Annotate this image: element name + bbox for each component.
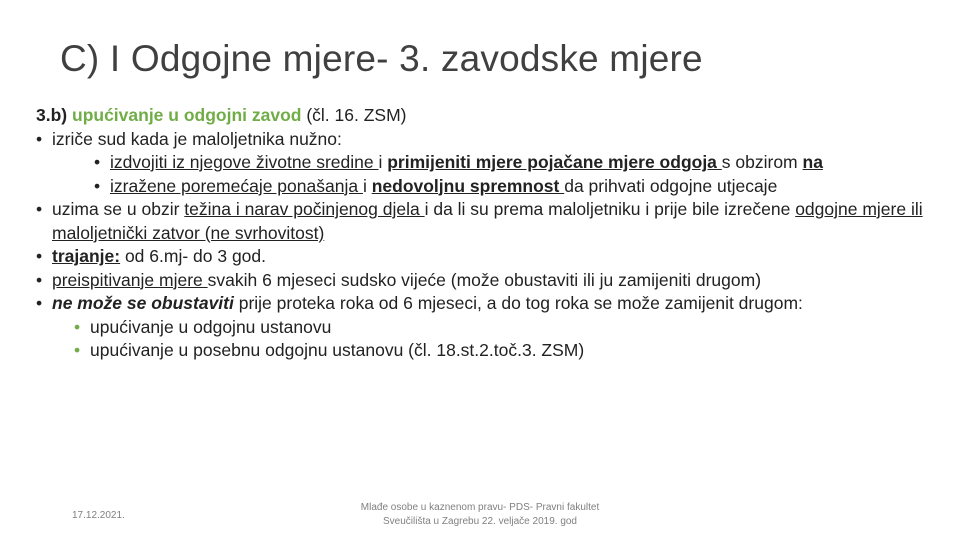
emphasized-text: ne može se obustaviti xyxy=(52,293,234,313)
bullet-text: i xyxy=(378,152,388,172)
bullet-text: da prihvati odgojne utjecaje xyxy=(564,175,778,196)
bullet-icon: • xyxy=(74,340,81,360)
subheading-reference: (čl. 16. ZSM) xyxy=(301,105,407,125)
bullet-text: od 6.mj- do 3 god. xyxy=(120,246,266,266)
slide-content xyxy=(36,104,936,363)
bullet-text: uzima se u obzir xyxy=(52,199,185,219)
footer-line: Mlađe osobe u kaznenom pravu- PDS- Pravni fakultet xyxy=(360,502,600,513)
bullet-item xyxy=(36,128,936,152)
sub-bullet-item xyxy=(36,151,936,175)
bullet-text: prije proteka roka od 6 mjeseci, a do tog roka se može zamijenit drugom: xyxy=(233,293,803,313)
underlined-text: trajanje: xyxy=(52,246,121,266)
bullet-text: izriče sud kada je maloljetnika nužno: xyxy=(52,128,342,149)
underlined-text: težina i narav počinjenog djela xyxy=(184,199,425,219)
subheading-accent: upućivanje u odgojni zavod xyxy=(72,105,302,125)
underlined-text: izražene poremećaje ponašanja xyxy=(110,175,363,196)
underlined-text: nedovoljnu spremnost xyxy=(371,175,565,196)
sub-bullet-item xyxy=(36,339,936,363)
sub-bullet-item xyxy=(36,316,936,340)
bullet-item xyxy=(36,198,936,245)
subheading-number: 3.b) xyxy=(36,105,68,125)
bullet-text: upućivanje u posebnu odgojnu ustanovu (čl. 18.st.2.toč.3. ZSM) xyxy=(90,340,585,360)
bullet-item xyxy=(36,245,936,269)
bullet-icon: • xyxy=(74,316,81,337)
bullet-text: svakih 6 mjeseci sudsko vijeće (može obustaviti ili ju zamijeniti drugom) xyxy=(207,269,762,290)
underlined-text: preispitivanje mjere xyxy=(52,269,208,290)
footer-line: Sveučilišta u Zagrebu 22. veljače 2019. god xyxy=(382,516,577,527)
bullet-icon: • xyxy=(36,128,43,149)
bullet-icon: • xyxy=(94,152,101,172)
underlined-text: na xyxy=(802,152,823,172)
footer-date: 17.12.2021. xyxy=(72,510,125,521)
bullet-icon: • xyxy=(36,246,43,266)
bullet-text: i xyxy=(362,175,372,196)
bullet-icon: • xyxy=(94,175,101,196)
bullet-icon: • xyxy=(36,199,43,219)
bullet-text: i da li su prema maloljetniku i prije bile izrečene xyxy=(424,199,796,219)
underlined-text: primijeniti mjere pojačane mjere odgoja xyxy=(387,152,722,172)
bullet-text: s obzirom xyxy=(721,152,803,172)
underlined-text: odgojne mjere ili maloljetnički zatvor (ne svrhovitost) xyxy=(52,199,923,243)
bullet-item xyxy=(36,269,936,293)
bullet-icon: • xyxy=(36,269,43,290)
footer-caption xyxy=(330,501,630,529)
slide-title: C) I Odgojne mjere- 3. zavodske mjere xyxy=(60,38,703,79)
bullet-item xyxy=(36,292,936,316)
underlined-text: izdvojiti iz njegove životne sredine xyxy=(110,152,379,172)
sub-bullet-item xyxy=(36,175,936,199)
subheading xyxy=(36,104,936,128)
bullet-text: upućivanje u odgojnu ustanovu xyxy=(90,316,332,337)
bullet-icon: • xyxy=(36,293,43,313)
